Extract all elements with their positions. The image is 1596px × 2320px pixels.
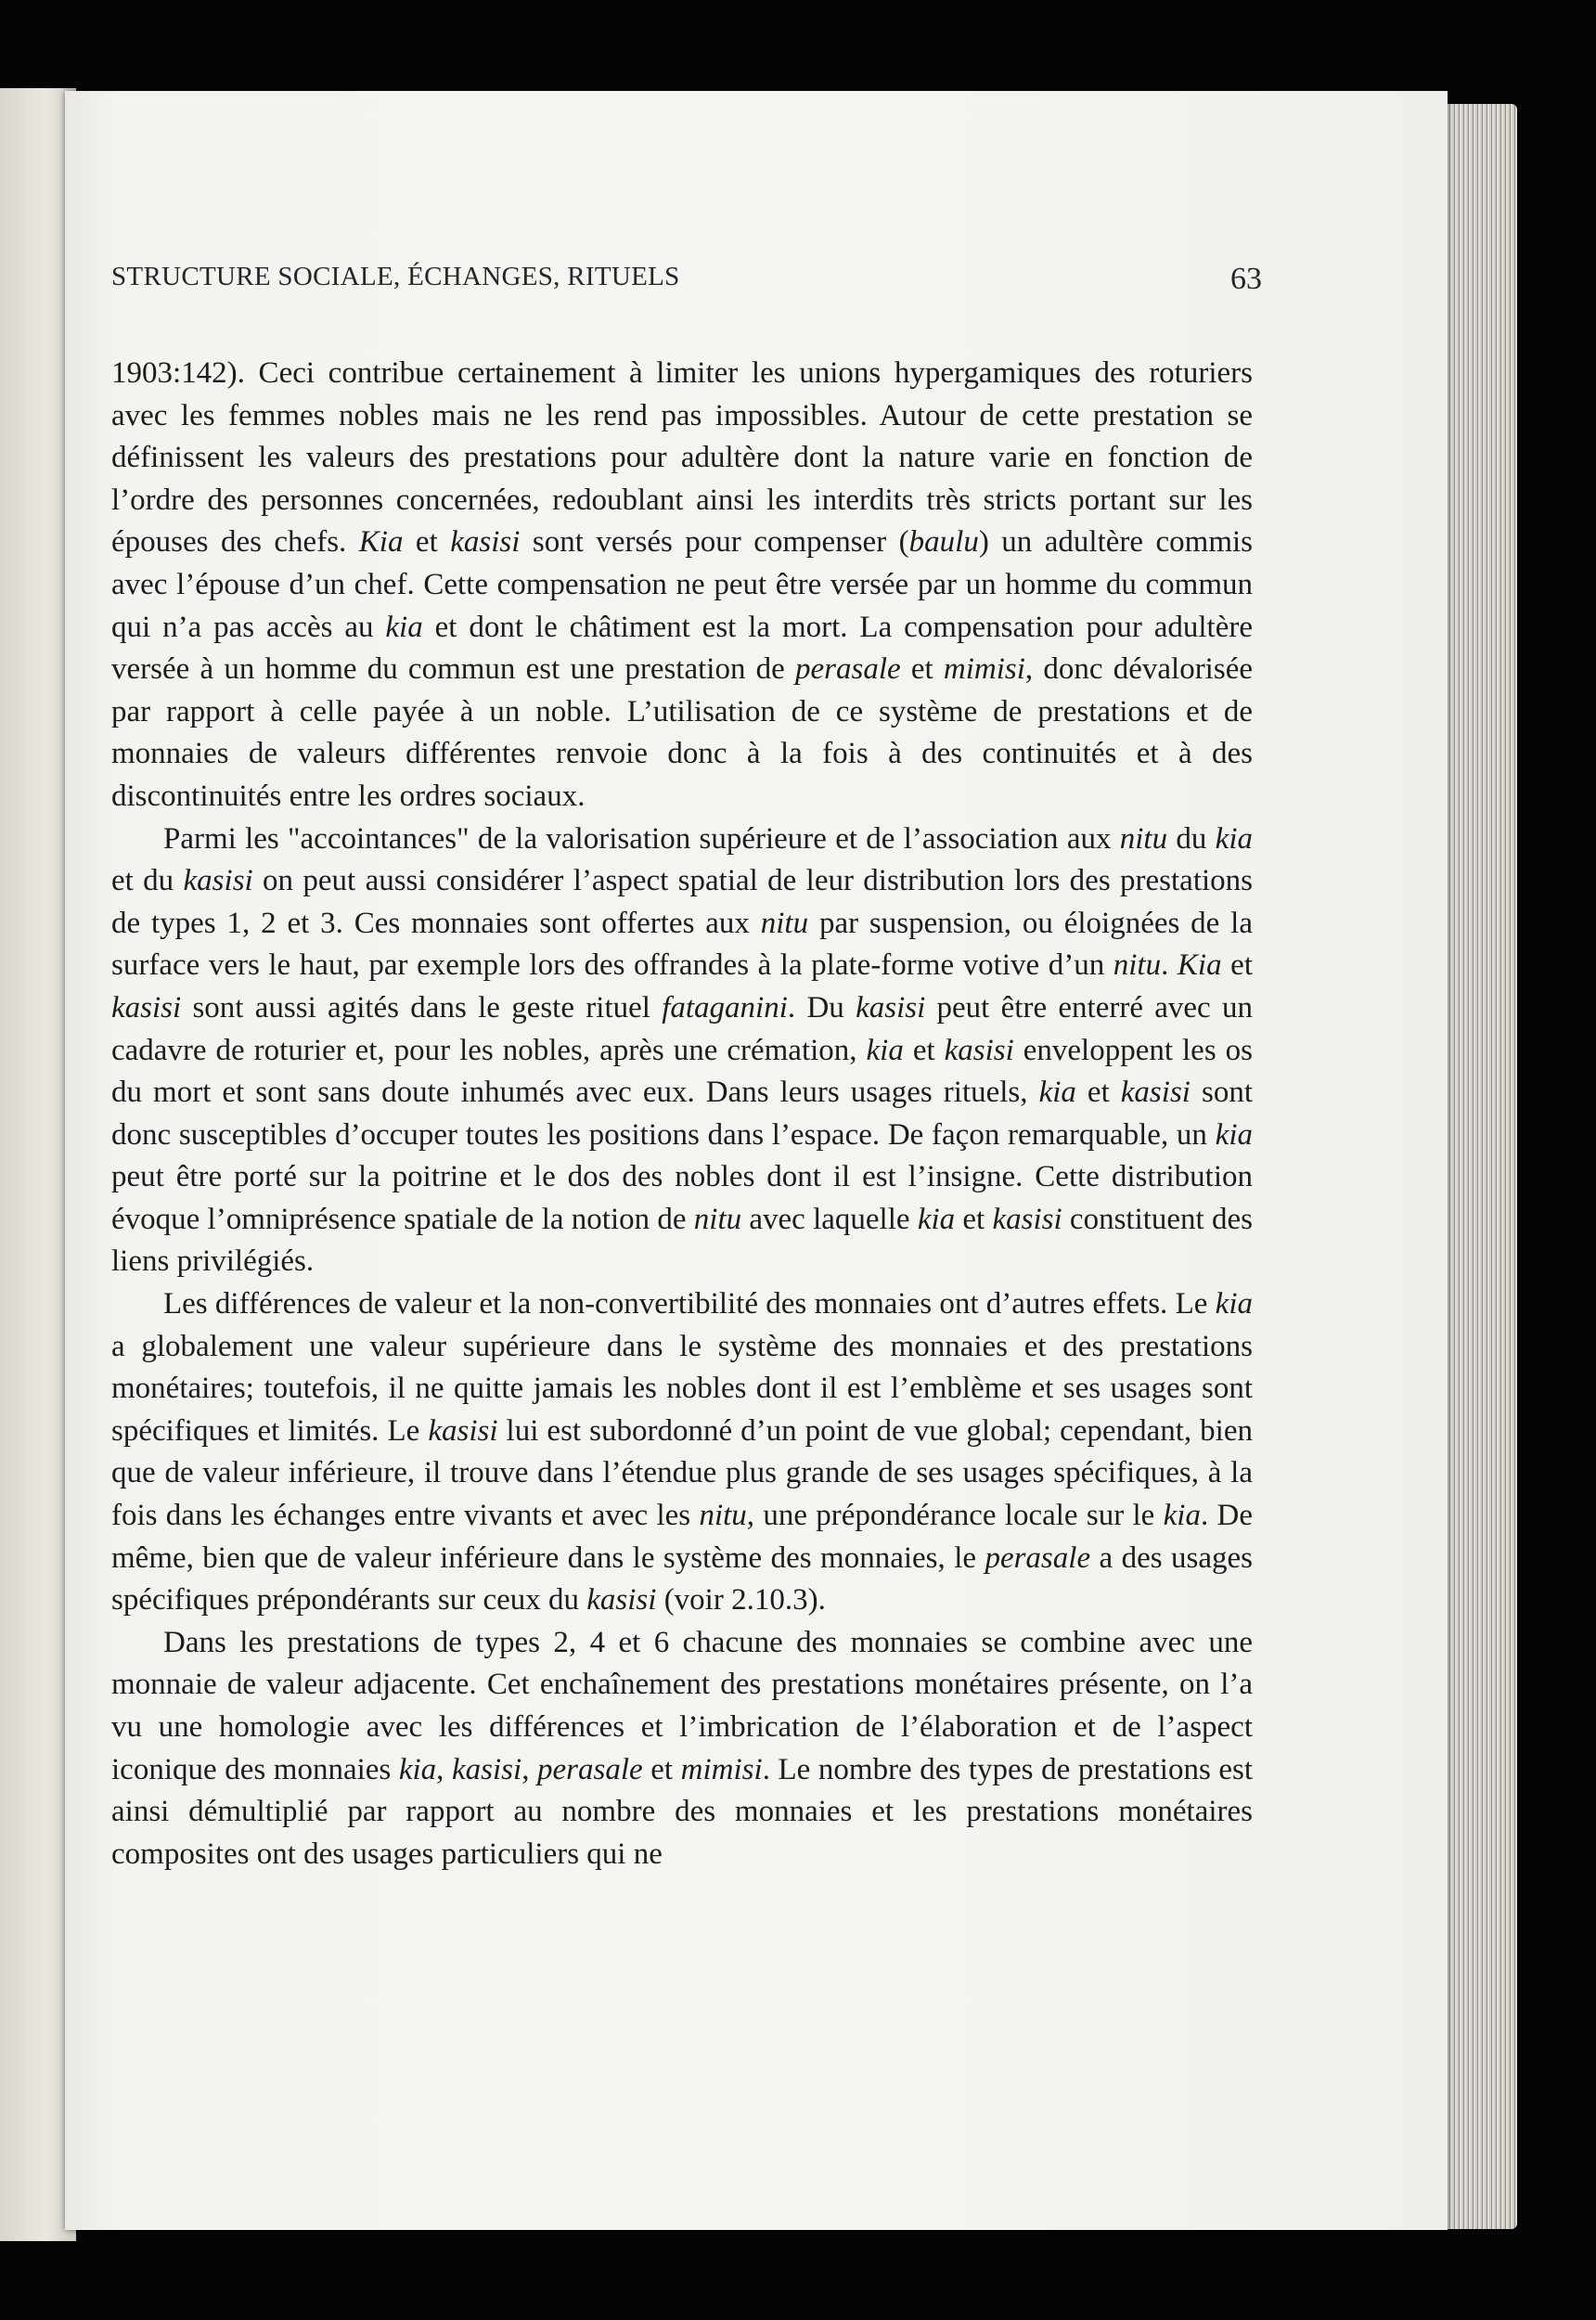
body-text — [111, 353, 1253, 1875]
paragraph-3: Les différences de valeur et la non-convertibilité des monnaies ont d’autres effets. Le kia a globalement une valeur supérieure dans le système des monnaies et des prestations monétaires; toutefois, il ne quitte jamais les nobles dont il est l’emblème et ses usages sont spécifiques et limités. Le kasisi lui est subordonné d’un point de vue global; cependant, bien que de valeur inférieure, il trouve dans l’étendue plus grande de ses usages spécifiques, à la fois dans les échanges entre vivants et avec les nitu, une prépondérance locale sur le kia. De même, bien que de valeur inférieure dans le système des monnaies, le perasale a des usages spécifiques prépondérants sur ceux du kasisi (voir 2.10.3). — [111, 1287, 1253, 1618]
page-number: 63 — [1230, 262, 1262, 296]
paragraph-1: 1903:142). Ceci contribue certainement à limiter les unions hypergamiques des roturiers avec les femmes nobles mais ne les rend pas impossibles. Autour de cette prestation se définissent les valeurs des prestations pour adultère dont la nature varie en fonction de l’ordre des personnes concernées, redoublant ainsi les interdits très stricts portant sur les épouses des chefs. Kia et kasisi sont versés pour compenser (baulu) un adultère commis avec l’épouse d’un chef. Cette compensation ne peut être versée par un homme du commun qui n’a pas accès au kia et dont le châtiment est la mort. La compensation pour adultère versée à un homme du commun est une prestation de perasale et mimisi, donc dévalorisée par rapport à celle payée à un noble. L’utilisation de ce système de prestations et de monnaies de valeurs différentes renvoie donc à la fois à des continuités et à des discontinuités entre les ordres sociaux. — [111, 356, 1253, 813]
running-title: STRUCTURE SOCIALE, ÉCHANGES, RITUELS — [111, 262, 680, 291]
running-head — [111, 173, 1262, 296]
paragraph-4: Dans les prestations de types 2, 4 et 6 chacune des monnaies se combine avec une monnaie de valeur adjacente. Cet enchaînement des prestations monétaires présente, on l’a vu une homologie avec les différences et l’imbrication de l’élaboration et de l’aspect iconique des monnaies kia, kasisi, perasale et mimisi. Le nombre des types de prestations est ainsi démultiplié par rapport au nombre des monnaies et les prestations monétaires composites ont des usages particuliers qui ne — [111, 1625, 1254, 1871]
paragraph-2: Parmi les "accointances" de la valorisation supérieure et de l’association aux nitu du kia et du kasisi on peut aussi considérer l’aspect spatial de leur distribution lors des prestations de types 1, 2 et 3. Ces monnaies sont offertes aux nitu par suspension, ou éloignées de la surface vers le haut, par exemple lors des offrandes à la plate-forme votive d’un nitu. Kia et kasisi sont aussi agités dans le geste rituel fataganini. Du kasisi peut être enterré avec un cadavre de roturier et, pour les nobles, après une crémation, kia et kasisi enveloppent les os du mort et sont sans doute inhumés avec eux. Dans leurs usages rituels, kia et kasisi sont donc susceptibles d’occuper toutes les positions dans l’espace. De façon remarquable, un kia peut être porté sur la poitrine et le dos des nobles dont il est l’insigne. Cette distribution évoque l’omniprésence spatiale de la notion de nitu avec laquelle kia et kasisi constituent des liens privilégiés. — [111, 821, 1253, 1279]
